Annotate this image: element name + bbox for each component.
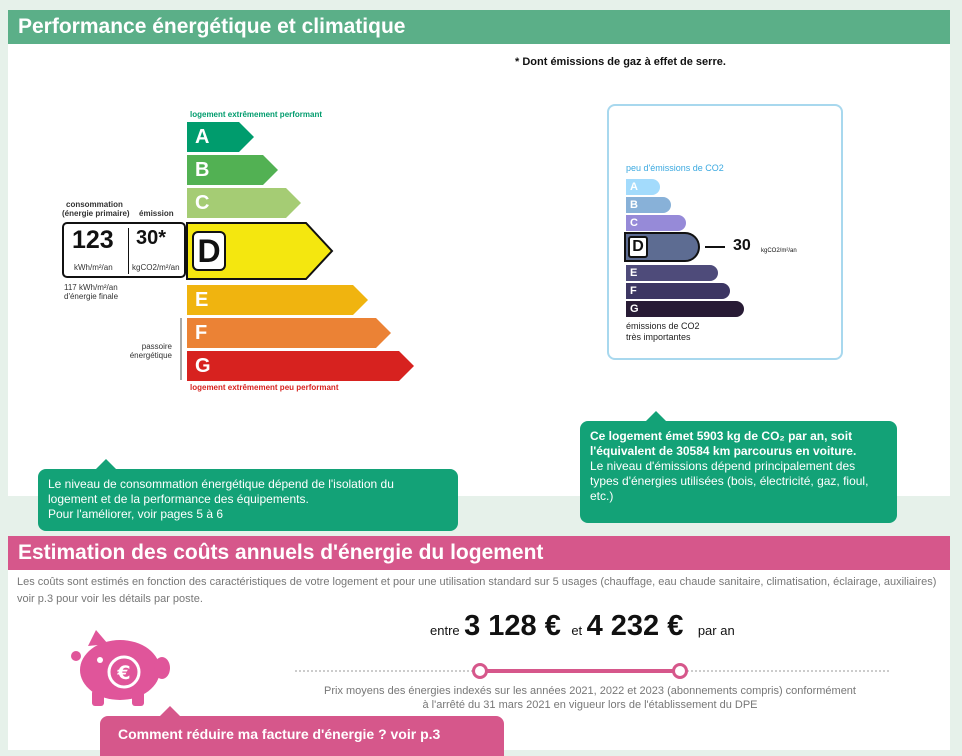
consumption-callout-line2: logement et de la performance des équipements. (48, 492, 309, 506)
svg-text:€: € (117, 662, 131, 684)
co2-label-box (607, 104, 843, 360)
final-energy-1: 117 kWh/m²/an (64, 283, 118, 292)
prices-note (260, 684, 920, 712)
energy-class-d-letter: D (192, 231, 226, 271)
passoire-bracket (180, 318, 182, 380)
passoire-label-2: énergétique (129, 351, 172, 360)
energy-class-a: A (187, 122, 239, 152)
co2-unit: kgCO2/m²/an (761, 248, 797, 254)
cost-min: 3 128 € (464, 610, 561, 642)
piggy-bank-icon (62, 628, 172, 708)
reduce-bill-callout[interactable] (100, 716, 504, 756)
co2-class-g: G (626, 301, 744, 317)
co2-top-label: peu d'émissions de CO2 (626, 163, 724, 173)
consumption-callout-line3: Pour l'améliorer, voir pages 5 à 6 (48, 507, 224, 521)
energy-class-e: E (187, 285, 353, 315)
co2-class-a: A (626, 179, 660, 195)
energy-class-g: G (187, 351, 399, 381)
reduce-bill-text[interactable]: Comment réduire ma facture d'énergie ? voir p.3 (118, 726, 441, 742)
consumption-divider (128, 228, 129, 274)
label-top-performant: logement extrêmement performant (190, 110, 323, 119)
co2-value: 30 (733, 237, 751, 254)
passoire-label-1: passoire (141, 342, 172, 351)
section-title-costs: Estimation des coûts annuels d'énergie du logement (8, 536, 950, 570)
co2-class-d-letter: D (628, 236, 648, 258)
co2-class-b: B (626, 197, 671, 213)
consumption-callout (38, 469, 458, 531)
energy-class-b: B (187, 155, 263, 185)
emissions-callout (580, 421, 897, 523)
consumption-unit: kWh/m²/an (74, 263, 113, 272)
ghg-footnote: * Dont émissions de gaz à effet de serre. (515, 56, 726, 68)
cost-min-marker (472, 663, 488, 679)
co2-bottom-label-1: émissions de CO2 (626, 321, 700, 331)
emissions-callout-text: Le niveau d'émissions dépend principalement des types d'énergies utilisées (bois, électricité, gaz, fioul, etc.) (590, 459, 869, 503)
consumption-header-1: consommation (66, 200, 123, 209)
energy-class-d-current (186, 222, 334, 280)
consumption-callout-line1: Le niveau de consommation énergétique dépend de l'isolation du (48, 477, 394, 491)
prices-note-line1: Prix moyens des énergies indexés sur les années 2021, 2022 et 2023 (abonnements compris) conformément (324, 685, 856, 697)
cost-scale-range (482, 669, 680, 673)
consumption-value: 123 (72, 226, 114, 254)
cost-max-marker (672, 663, 688, 679)
cost-range (430, 610, 735, 643)
co2-class-e: E (626, 265, 718, 281)
emission-value: 30* (136, 227, 167, 249)
emission-unit: kgCO2/m²/an (132, 263, 180, 272)
section-title-performance: Performance énergétique et climatique (8, 10, 950, 44)
co2-pointer-line (705, 246, 725, 248)
co2-class-f: F (626, 283, 730, 299)
cost-max: 4 232 € (586, 610, 684, 642)
cost-par-an: par an (697, 623, 735, 638)
energy-class-c: C (187, 188, 286, 218)
label-bottom-peu-performant: logement extrêmement peu performant (190, 383, 339, 392)
co2-class-d-current (624, 232, 700, 262)
reduce-bill-pointer (160, 706, 180, 716)
co2-bottom-label-2: très importantes (626, 332, 691, 342)
cost-entre: entre (430, 623, 460, 638)
emissions-callout-bold: Ce logement émet 5903 kg de CO₂ par an, soit l'équivalent de 30584 km parcourus en voiture. (590, 429, 857, 458)
co2-class-c: C (626, 215, 686, 231)
consumption-header-2: (énergie primaire) (62, 209, 130, 218)
consumption-box (62, 222, 186, 278)
final-energy-2: d'énergie finale (64, 292, 119, 301)
energy-class-f: F (187, 318, 376, 348)
costs-intro: Les coûts sont estimés en fonction des caractéristiques de votre logement et pour une utilisation standard sur 5 usages (chauffage, eau chaude sanitaire, climatisation, éclairage, auxiliaires) voir p.3 pour voir les détails par poste. (17, 576, 937, 605)
cost-et: et (571, 623, 583, 638)
prices-note-line2: à l'arrêté du 31 mars 2021 en vigueur lors de l'établissement du DPE (422, 699, 758, 711)
emission-header: émission (139, 209, 174, 218)
